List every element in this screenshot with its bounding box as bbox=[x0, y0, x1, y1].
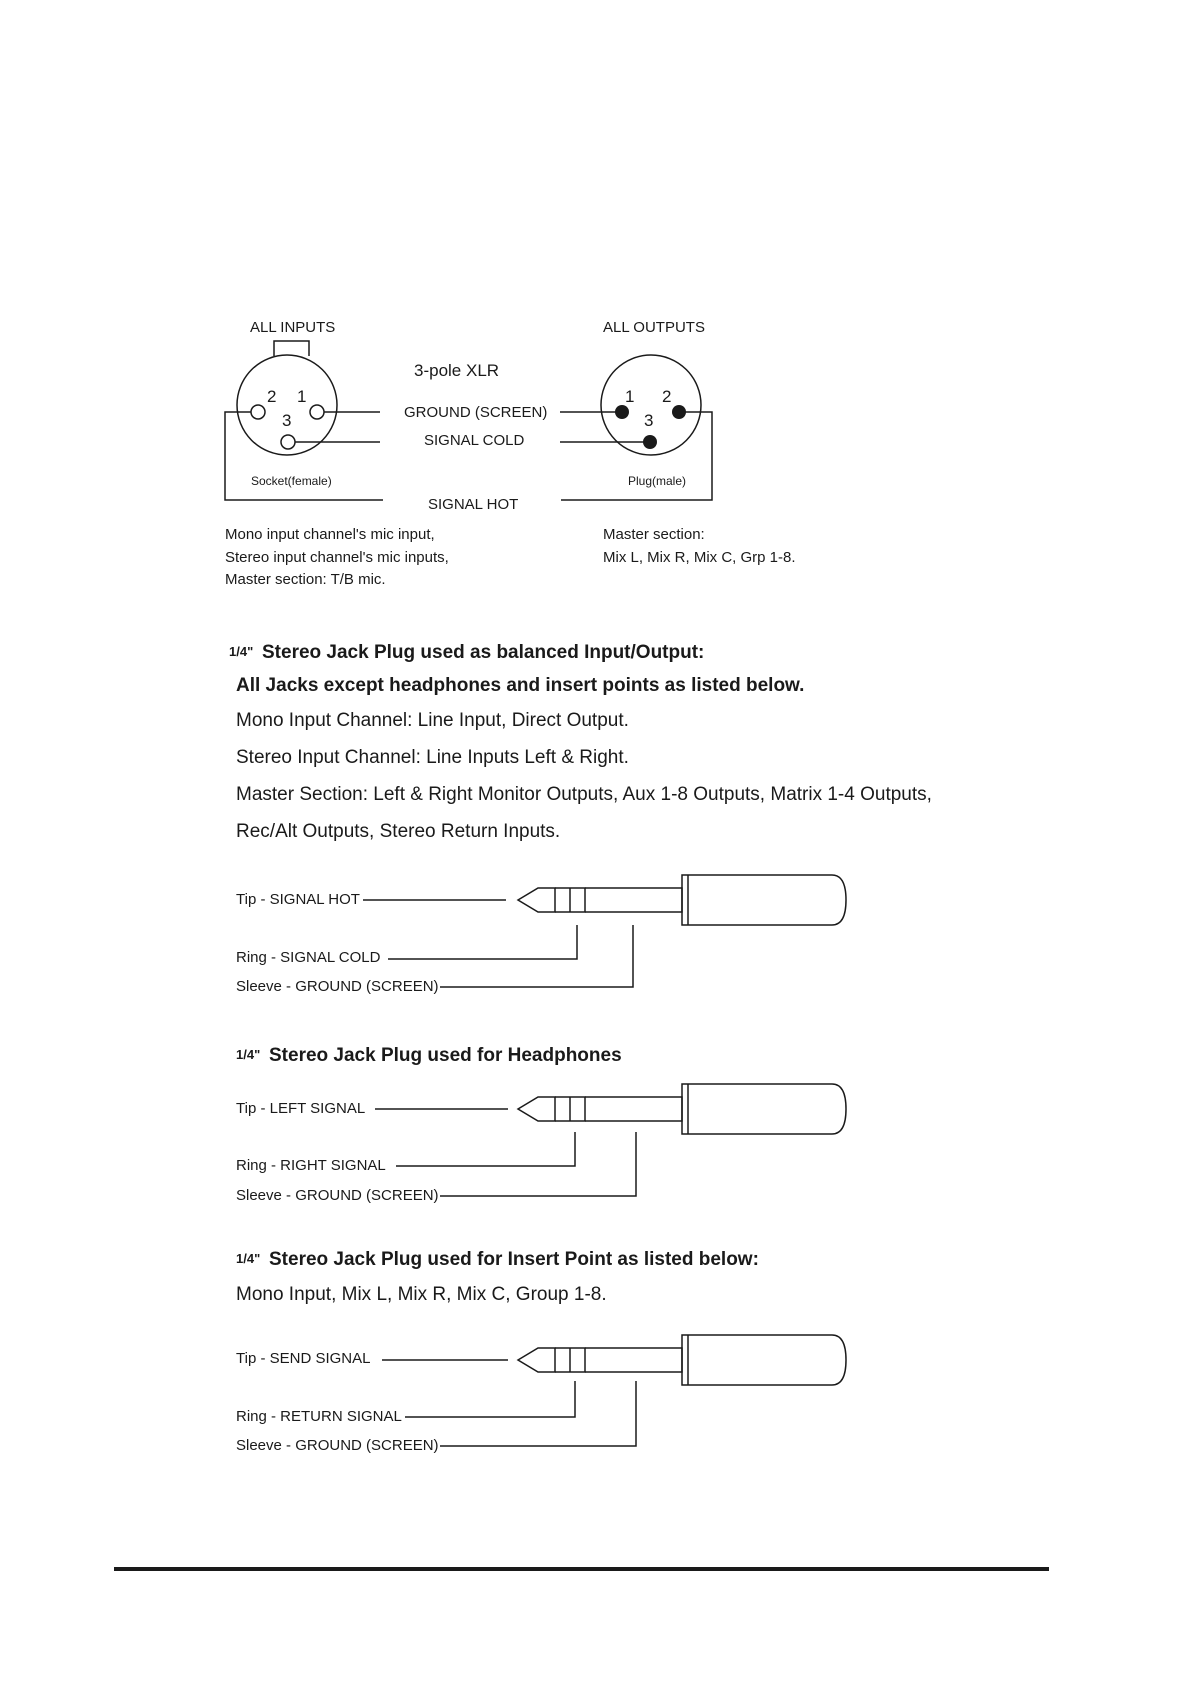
socket-label: Socket(female) bbox=[251, 474, 332, 488]
headphones-tip-label: Tip - LEFT SIGNAL bbox=[236, 1100, 366, 1117]
balanced-line: Mono Input Channel: Line Input, Direct Output. bbox=[236, 710, 629, 731]
plug-pin-1: 1 bbox=[625, 387, 635, 406]
inputs-note-line: Master section: T/B mic. bbox=[225, 571, 386, 588]
insert-heading: Stereo Jack Plug used for Insert Point as listed below: bbox=[269, 1249, 759, 1270]
balanced-fraction: 1/4" bbox=[229, 644, 254, 659]
socket-pin-1: 1 bbox=[297, 387, 307, 406]
footer-rule bbox=[114, 1567, 1049, 1571]
headphones-heading: Stereo Jack Plug used for Headphones bbox=[269, 1045, 622, 1066]
balanced-line: Master Section: Left & Right Monitor Outputs, Aux 1-8 Outputs, Matrix 1-4 Outputs, bbox=[236, 784, 932, 805]
balanced-tip-label: Tip - SIGNAL HOT bbox=[236, 891, 360, 908]
inputs-title: ALL INPUTS bbox=[250, 319, 336, 336]
inputs-note-line: Mono input channel's mic input, bbox=[225, 526, 435, 543]
inputs-note-line: Stereo input channel's mic inputs, bbox=[225, 549, 449, 566]
insert-ring-label: Ring - RETURN SIGNAL bbox=[236, 1408, 402, 1425]
headphones-sleeve-label: Sleeve - GROUND (SCREEN) bbox=[236, 1187, 439, 1204]
outputs-note-line: Mix L, Mix R, Mix C, Grp 1-8. bbox=[603, 549, 796, 566]
hot-label: SIGNAL HOT bbox=[428, 496, 519, 513]
balanced-sleeve-label: Sleeve - GROUND (SCREEN) bbox=[236, 978, 439, 995]
socket-pin-3: 3 bbox=[282, 411, 292, 430]
insert-line: Mono Input, Mix L, Mix R, Mix C, Group 1-8. bbox=[236, 1284, 607, 1305]
balanced-line: Stereo Input Channel: Line Inputs Left & Right. bbox=[236, 747, 629, 768]
balanced-heading: Stereo Jack Plug used as balanced Input/Output: bbox=[262, 642, 705, 663]
headphones-ring-label: Ring - RIGHT SIGNAL bbox=[236, 1157, 386, 1174]
plug-label: Plug(male) bbox=[628, 474, 687, 488]
jack-plug-drawing-balanced bbox=[363, 875, 846, 987]
ground-label: GROUND (SCREEN) bbox=[404, 404, 548, 421]
headphones-fraction: 1/4" bbox=[236, 1047, 261, 1062]
cold-label: SIGNAL COLD bbox=[424, 432, 525, 449]
insert-fraction: 1/4" bbox=[236, 1251, 261, 1266]
outputs-note-line: Master section: bbox=[603, 526, 705, 543]
plug-pin-3: 3 bbox=[644, 411, 654, 430]
outputs-title: ALL OUTPUTS bbox=[603, 319, 705, 336]
connector-title: 3-pole XLR bbox=[414, 361, 500, 380]
balanced-subheading: All Jacks except headphones and insert points as listed below. bbox=[236, 675, 805, 696]
insert-tip-label: Tip - SEND SIGNAL bbox=[236, 1350, 371, 1367]
jack-plug-drawing-insert bbox=[382, 1335, 846, 1446]
balanced-line: Rec/Alt Outputs, Stereo Return Inputs. bbox=[236, 821, 561, 842]
insert-sleeve-label: Sleeve - GROUND (SCREEN) bbox=[236, 1437, 439, 1454]
jack-plug-drawing-headphones bbox=[375, 1084, 846, 1196]
balanced-ring-label: Ring - SIGNAL COLD bbox=[236, 949, 381, 966]
socket-pin-2: 2 bbox=[267, 387, 277, 406]
plug-pin-2: 2 bbox=[662, 387, 672, 406]
